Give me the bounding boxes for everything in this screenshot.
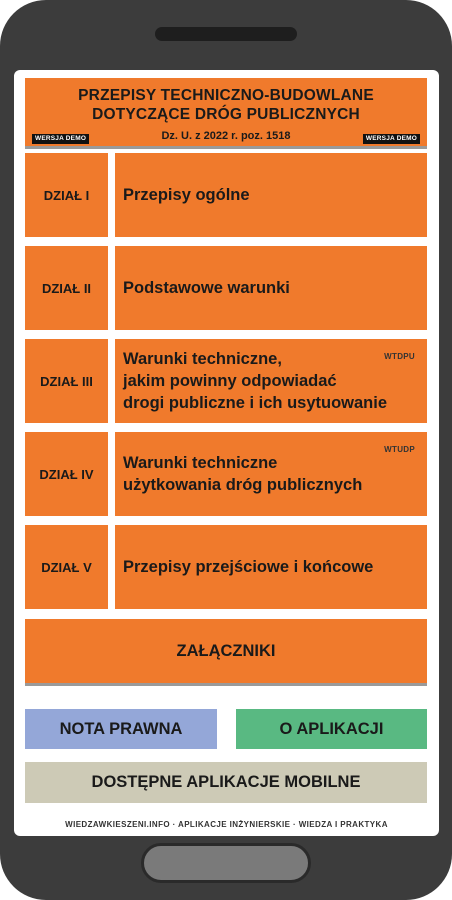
section-3-number[interactable]: DZIAŁ III	[25, 339, 108, 423]
section-1-number[interactable]: DZIAŁ I	[25, 153, 108, 237]
speaker-slot	[155, 27, 297, 41]
section-5-number[interactable]: DZIAŁ V	[25, 525, 108, 609]
legal-note-button[interactable]: NOTA PRAWNA	[25, 709, 217, 749]
footer-text: WIEDZAWKIESZENI.INFO · APLIKACJE INŻYNIERSKIE · WIEDZA I PRAKTYKA	[65, 820, 388, 829]
section-3-tag: WTDPU	[384, 352, 415, 361]
app-header	[25, 78, 427, 149]
section-2-title: Podstawowe warunki	[123, 279, 290, 297]
header-citation: Dz. U. z 2022 r. poz. 1518	[161, 130, 291, 142]
about-app-button[interactable]: O APLIKACJI	[236, 709, 427, 749]
section-4-number[interactable]: DZIAŁ IV	[25, 432, 108, 516]
header-title-line1: PRZEPISY TECHNICZNO-BUDOWLANE	[78, 87, 374, 104]
section-1-title-button[interactable]	[115, 153, 427, 237]
attachments-button[interactable]: ZAŁĄCZNIKI	[25, 619, 427, 686]
section-5-title: Przepisy przejściowe i końcowe	[123, 558, 374, 576]
section-4-title-button[interactable]	[115, 432, 427, 516]
section-5-title-button[interactable]	[115, 525, 427, 609]
header-title-line2: DOTYCZĄCE DRÓG PUBLICZNYCH	[92, 106, 360, 123]
mobile-apps-button[interactable]: DOSTĘPNE APLIKACJE MOBILNE	[25, 762, 427, 803]
home-button[interactable]	[141, 843, 311, 883]
app-screen	[14, 70, 439, 836]
demo-badge-left: WERSJA DEMO	[32, 134, 89, 144]
section-3-title-button[interactable]	[115, 339, 427, 423]
section-2-title-button[interactable]	[115, 246, 427, 330]
demo-badge-right: WERSJA DEMO	[363, 134, 420, 144]
section-4-tag: WTUDP	[384, 445, 415, 454]
section-1-title: Przepisy ogólne	[123, 186, 250, 204]
section-2-number[interactable]: DZIAŁ II	[25, 246, 108, 330]
section-4-title: Warunki techniczne użytkowania dróg publicznych	[123, 454, 363, 494]
section-3-title: Warunki techniczne, jakim powinny odpowiadać drogi publiczne i ich usytuowanie	[123, 350, 388, 412]
